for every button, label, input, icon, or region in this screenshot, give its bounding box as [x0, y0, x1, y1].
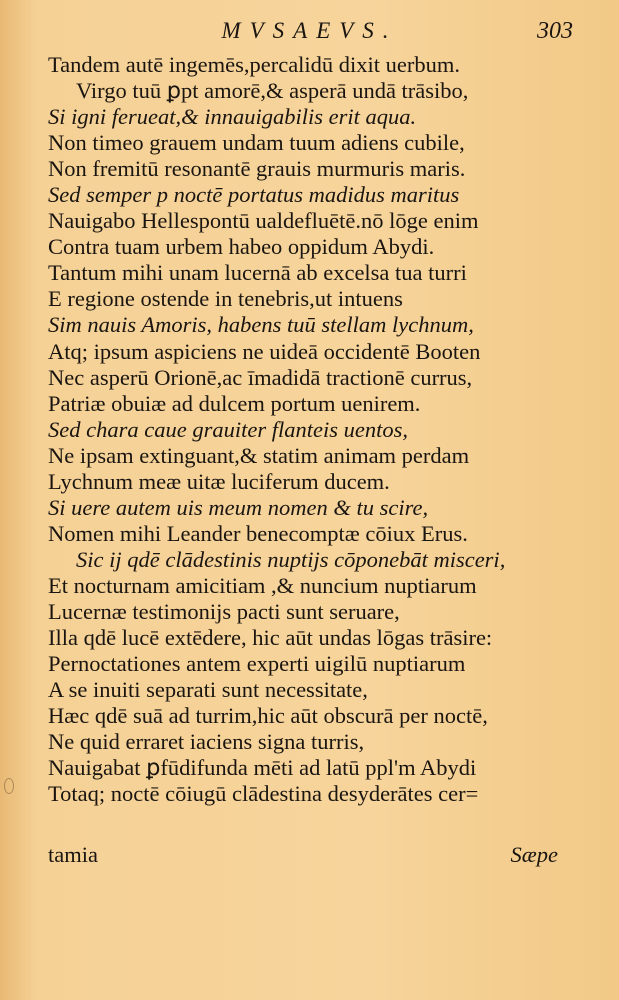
text-line: Si uere autem uis meum nomen & tu scire, [48, 494, 429, 520]
text-line: E regione ostende in tenebris,ut intuens [48, 286, 403, 312]
text-line: Nauigabat ꝑfūdifunda mēti ad latū ppl'm Abydi [48, 755, 477, 781]
text-line: Ne quid erraret iaciens signa turris, [48, 729, 365, 755]
text-line: Lucernæ testimonijs pacti sunt seruare, [48, 598, 400, 624]
text-line: Sed chara caue grauiter flanteis uentos, [48, 416, 408, 442]
text-line: Sic ij qdē clādestinis nuptijs cōponebāt misceri, [76, 546, 506, 572]
text-line: Hæc qdē suā ad turrim,hic aūt obscurā per noctē, [48, 703, 488, 729]
text-line: Sed semper p noctē portatus madidus maritus [48, 182, 460, 208]
running-title: MVSAEVS. [221, 18, 398, 43]
text-line: Et nocturnam amicitiam ,& nuncium nuptiarum [48, 572, 477, 598]
final-row [48, 840, 558, 870]
catchword: Sæpe [510, 842, 558, 867]
text-line: Patriæ obuiæ ad dulcem portum uenirem. [48, 390, 421, 416]
text-line: Si igni ferueat,& innauigabilis erit aqua. [48, 104, 417, 130]
text-line: Contra tuam urbem habeo oppidum Abydi. [48, 234, 435, 260]
text-line: Tandem autē ingemēs,percalidū dixit uerbum. [48, 52, 461, 77]
text-line: Illa qdē lucē extēdere, hic aūt undas lōgas trāsire: [48, 625, 493, 651]
poem-text [48, 52, 568, 807]
text-line: Totaq; noctē cōiugū clādestina desyderātes cer= [48, 781, 479, 807]
margin-stain [4, 778, 14, 794]
text-line: A se inuiti separati sunt necessitate, [48, 677, 368, 703]
text-line: Nec asperū Orionē,ac īmadidā tractionē currus, [48, 364, 473, 390]
text-line: Ne ipsam extinguant,& statim animam perdam [48, 442, 470, 468]
text-line: Tantum mihi unam lucernā ab excelsa tua turri [48, 260, 467, 286]
text-line: Virgo tuū ꝑpt amorē,& asperā undā trāsibo, [76, 78, 469, 104]
text-line: Nauigabo Hellespontū ualdefluētē.nō lōge enim [48, 208, 479, 234]
text-line: Sim nauis Amoris, habens tuū stellam lychnum, [48, 312, 474, 338]
text-line: Nomen mihi Leander benecomptæ cōiux Erus. [48, 520, 468, 546]
text-line: Atq; ipsum aspiciens ne uideā occidentē Booten [48, 338, 481, 364]
text-line: Pernoctationes antem experti uigilū nuptiarum [48, 651, 466, 677]
final-line: tamia [48, 842, 98, 867]
page-number: 303 [537, 18, 573, 44]
text-line: Non fremitū resonantē grauis murmuris maris. [48, 156, 466, 182]
text-line: Lychnum meæ uitæ luciferum ducem. [48, 468, 390, 494]
text-line: Non timeo grauem undam tuum adiens cubile, [48, 130, 465, 156]
